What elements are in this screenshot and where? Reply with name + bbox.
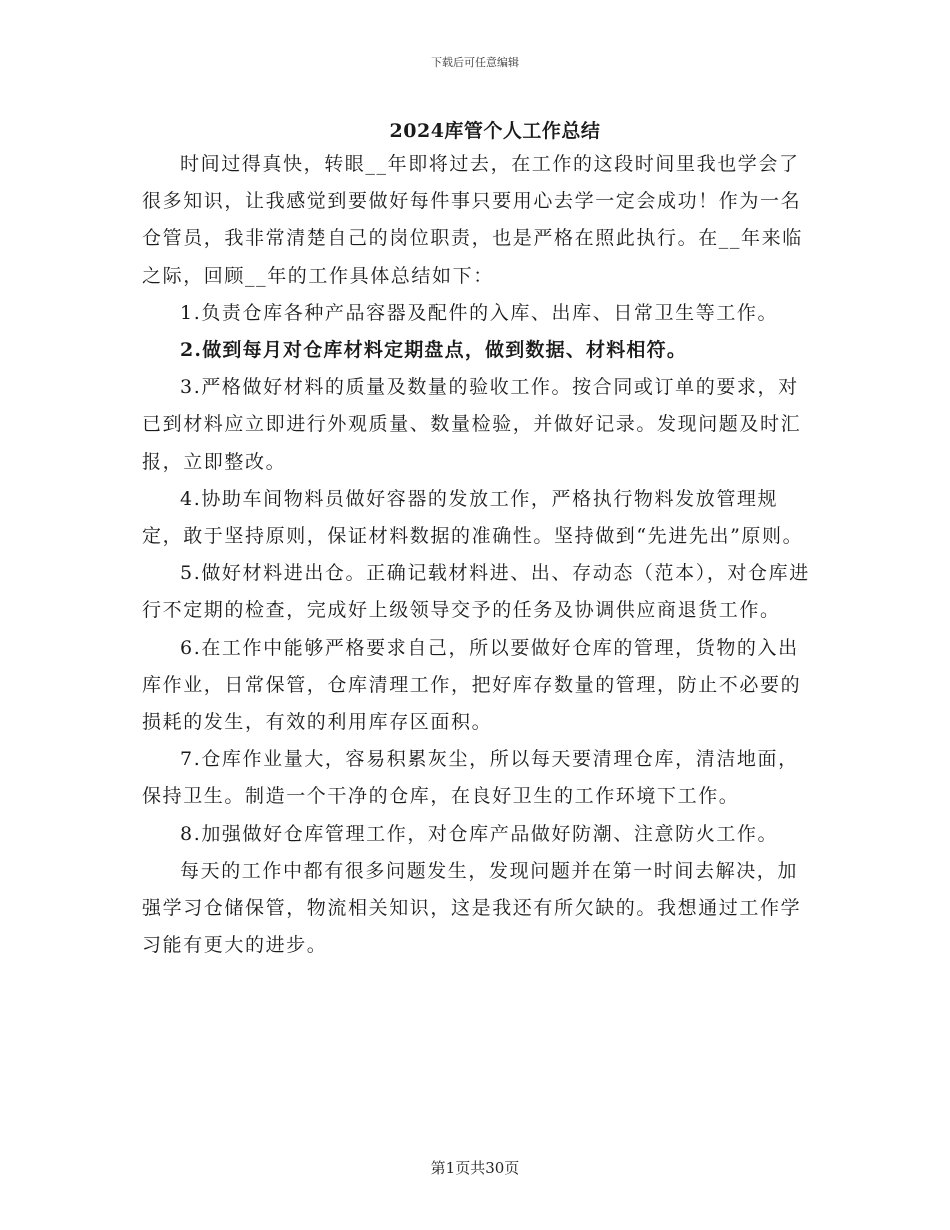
item-7-paragraph: 7.仓库作业量大，容易积累灰尘，所以每天要清理仓库，清洁地面，保持卫生。制造一个干净的仓库，在良好卫生的工作环境下工作。 [142, 748, 799, 808]
item-1-paragraph: 1.负责仓库各种产品容器及配件的入库、出库、日常卫生等工作。 [180, 301, 779, 324]
item-3-paragraph: 3.严格做好材料的质量及数量的验收工作。按合同或订单的要求，对已到材料应立即进行外观质量、数量检验，并做好记录。发现问题及时汇报，立即整改。 [142, 376, 802, 473]
header-note: 下载后可任意编辑 [431, 56, 519, 69]
item-8-paragraph: 8.加强做好仓库管理工作，对仓库产品做好防潮、注意防火工作。 [180, 822, 779, 845]
document-body [142, 146, 814, 964]
closing-paragraph: 每天的工作中都有很多问题发生，发现问题并在第一时间去解决，加强学习仓储保管，物流相关知识，这是我还有所欠缺的。我想通过工作学习能有更大的进步。 [142, 859, 802, 957]
item-5-paragraph: 5.做好材料进出仓。正确记载材料进、出、存动态（范本），对仓库进行不定期的检查，完成好上级领导交予的任务及协调供应商退货工作。 [142, 562, 810, 622]
page-number: 第1页共30页 [430, 1159, 520, 1177]
intro-paragraph: 时间过得真快，转眼__年即将过去，在工作的这段时间里我也学会了很多知识，让我感觉到要做好每件事只要用心去学一定会成功！作为一名仓管员，我非常清楚自己的岗位职责，也是严格在照此执行。在__年来临之际，回顾__年的工作具体总结如下： [142, 153, 803, 287]
item-4-paragraph: 4.协助车间物料员做好容器的发放工作，严格执行物料发放管理规定，敢于坚持原则，保证材料数据的准确性。坚持做到“先进先出”原则。 [142, 487, 804, 548]
item-2-paragraph: 2.做到每月对仓库材料定期盘点，做到数据、材料相符。 [180, 339, 688, 362]
item-6-paragraph: 6.在工作中能够严格要求自己，所以要做好仓库的管理，货物的入出库作业，日常保管，仓库清理工作，把好库存数量的管理，防止不必要的损耗的发生，有效的利用库存区面积。 [142, 636, 802, 734]
document-title: 2024库管个人工作总结 [389, 120, 601, 142]
